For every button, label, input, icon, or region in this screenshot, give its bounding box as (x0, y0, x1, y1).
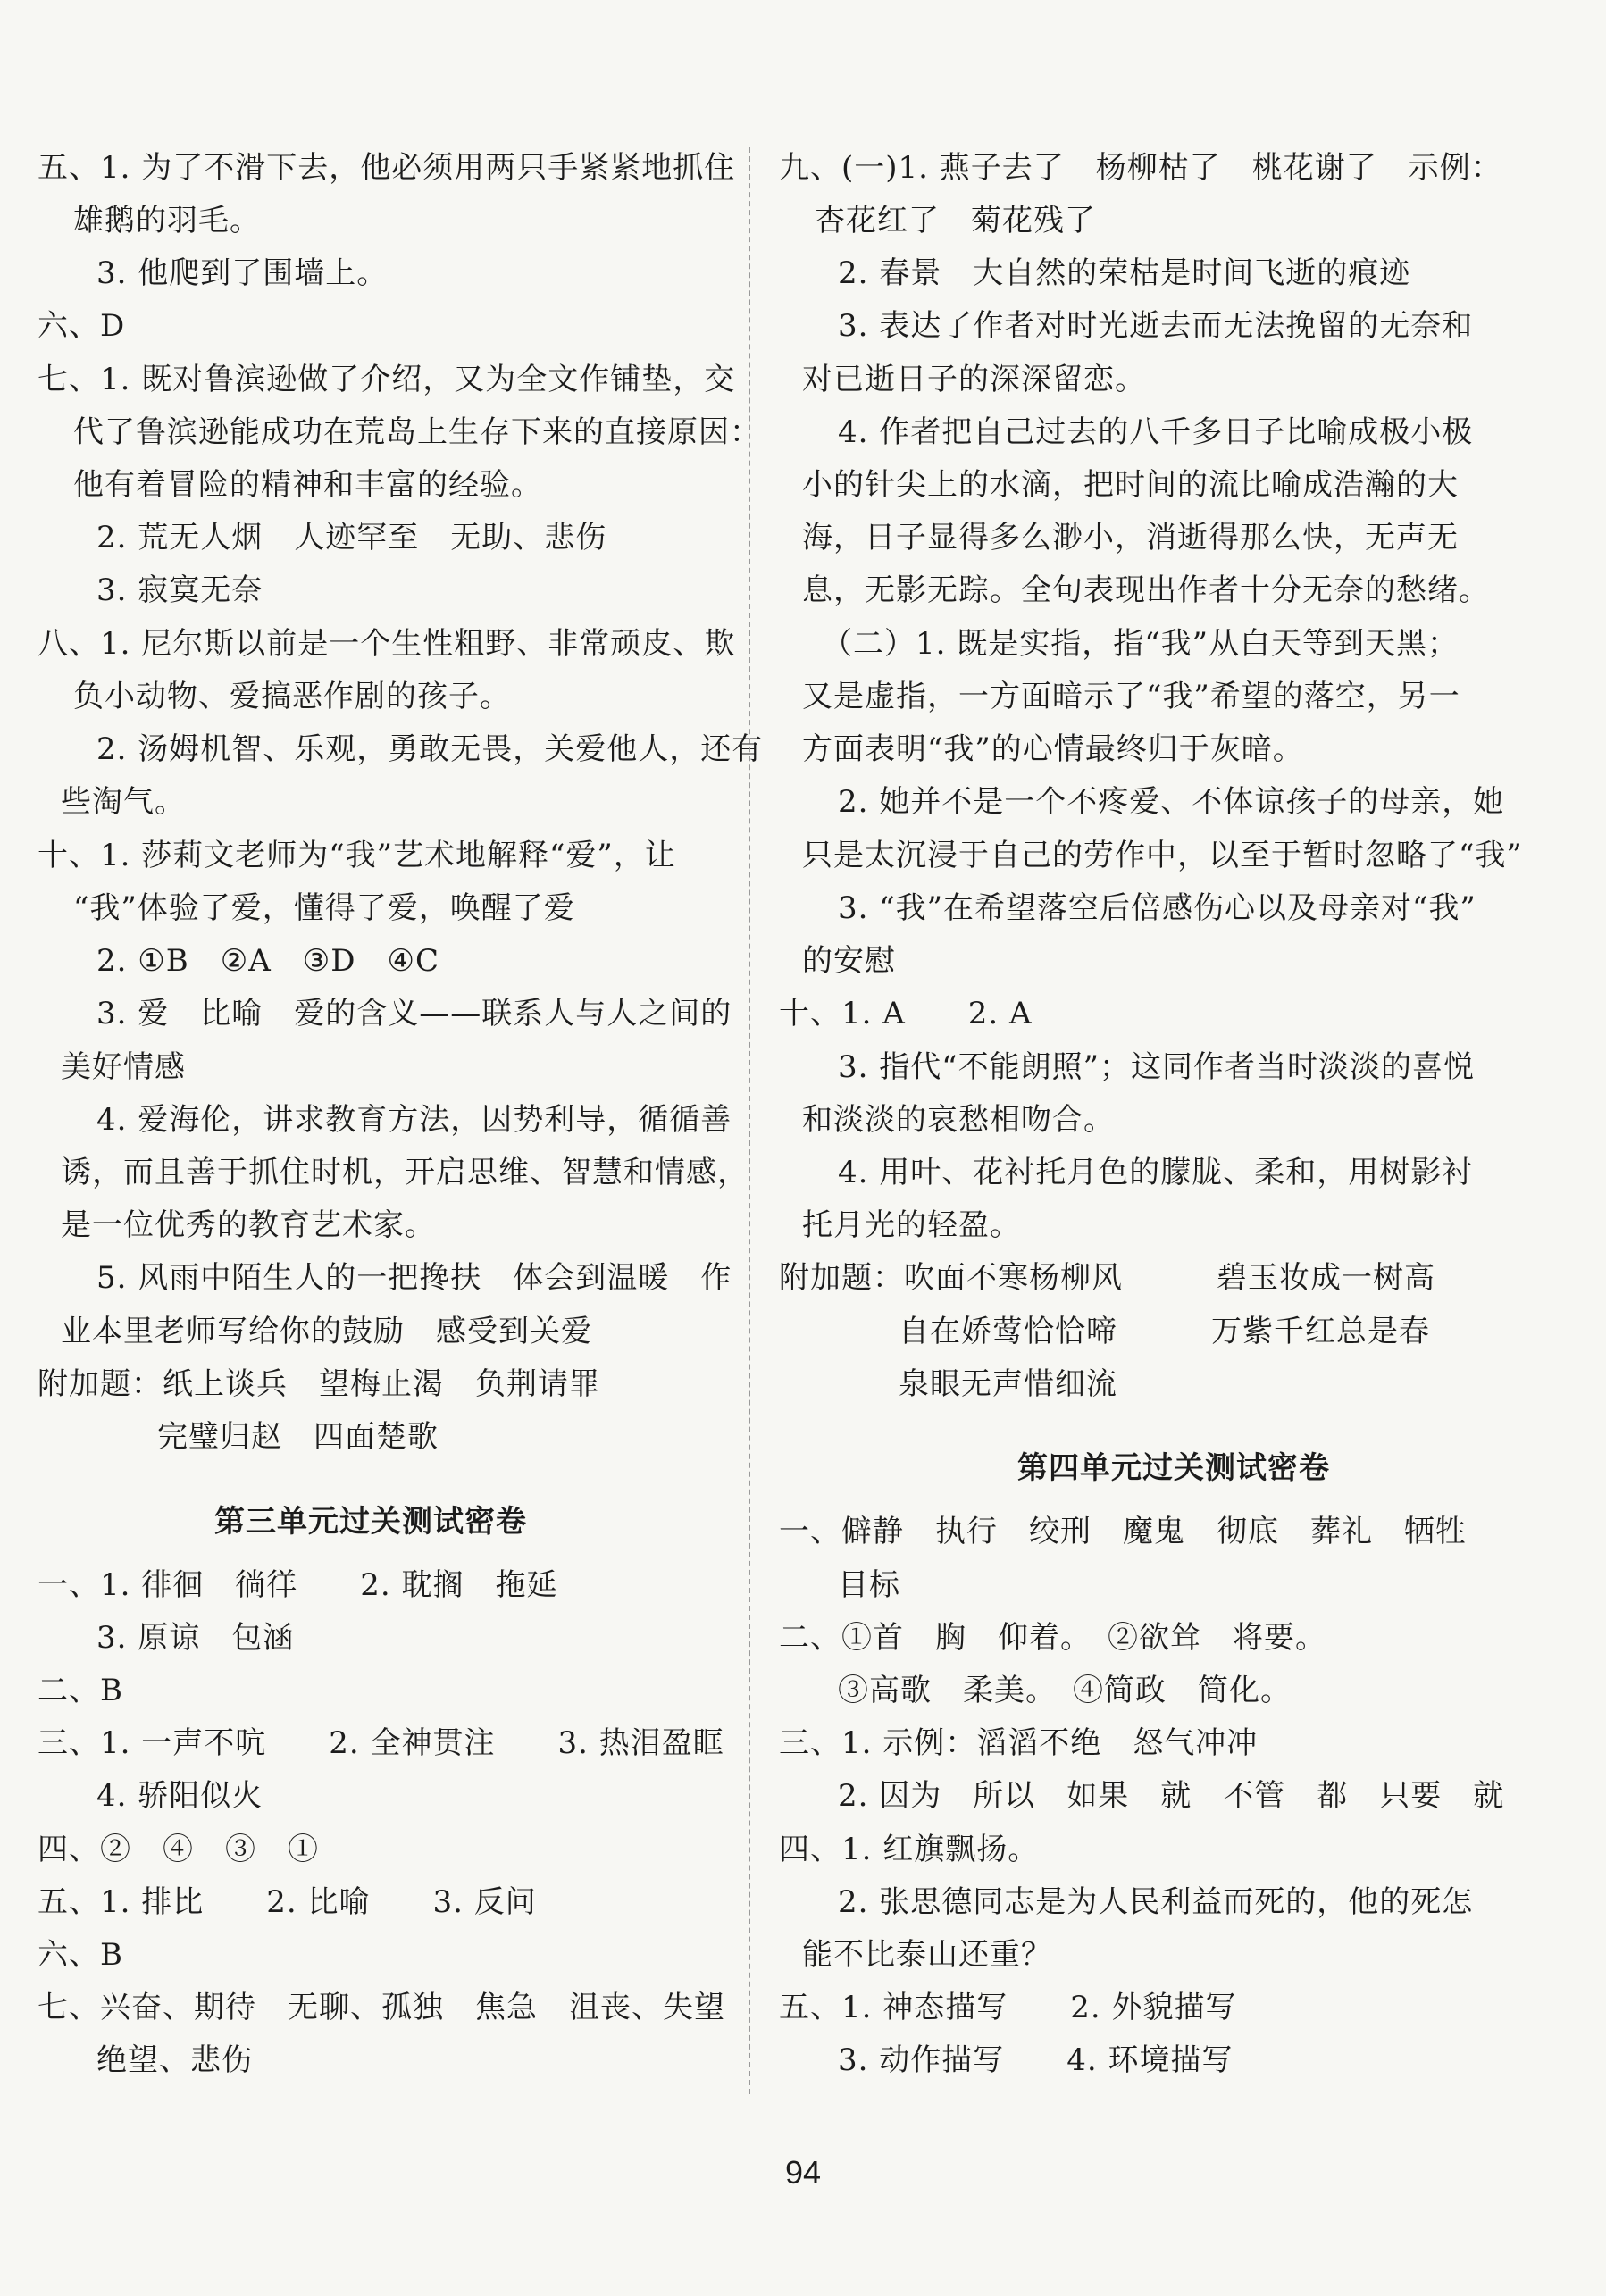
answer-line: 3. 动作描写 4. 环境描写 (838, 2042, 1234, 2078)
answer-line: 目标 (838, 1567, 900, 1603)
answer-line: 七、1. 既对鲁滨逊做了介绍，又为全文作铺垫，交 (38, 362, 736, 397)
answer-line: 2. ①B ②A ③D ④C (96, 943, 439, 979)
column-divider (749, 147, 750, 2094)
answer-line: 十、1. A 2. A (779, 996, 1033, 1031)
answer-line: （二）1. 既是实指，指“我”从白天等到天黑； (822, 626, 1460, 662)
answer-line: 5. 风雨中陌生人的一把搀扶 体会到温暖 作 (96, 1260, 732, 1296)
answer-line: 杏花红了 菊花残了 (815, 203, 1096, 238)
answer-line: 代了鲁滨逊能成功在荒岛上生存下来的直接原因： (73, 414, 761, 450)
answer-line: 2. 荒无人烟 人迹罕至 无助、悲伤 (96, 520, 607, 555)
answer-line: 附加题：吹面不寒杨柳风 碧玉妆成一树高 (779, 1260, 1435, 1296)
answer-line: 八、1. 尼尔斯以前是一个生性粗野、非常顽皮、欺 (38, 626, 736, 662)
answer-line: 2. 春景 大自然的荣枯是时间飞逝的痕迹 (838, 255, 1411, 291)
answer-line: 九、(一)1. 燕子去了 杨柳枯了 桃花谢了 示例： (779, 150, 1502, 186)
answer-line: 四、1. 红旗飘扬。 (779, 1832, 1040, 1867)
answer-line: 五、1. 为了不滑下去，他必须用两只手紧紧地抓住 (38, 150, 736, 186)
answer-line: 七、兴奋、期待 无聊、孤独 焦急 沮丧、失望 (38, 1990, 725, 2025)
answer-line: 诱，而且善于抓住时机，开启思维、智慧和情感， (61, 1155, 749, 1190)
answer-line: 小的针尖上的水滴，把时间的流比喻成浩瀚的大 (802, 467, 1459, 503)
answer-line: 二、①首 胸 仰着。 ②欲耸 将要。 (779, 1620, 1326, 1656)
answer-line: 美好情感 (61, 1049, 186, 1085)
answer-line: 3. 原谅 包涵 (96, 1620, 295, 1656)
answer-line: 2. 她并不是一个不疼爱、不体谅孩子的母亲，她 (838, 784, 1505, 820)
answer-line: 2. 因为 所以 如果 就 不管 都 只要 就 (838, 1778, 1505, 1814)
answer-line: 4. 骄阳似火 (96, 1778, 263, 1814)
answer-line: 又是虚指，一方面暗示了“我”希望的落空，另一 (802, 679, 1460, 714)
answer-line: 业本里老师写给你的鼓励 感受到关爱 (61, 1314, 592, 1349)
answer-line: 五、1. 神态描写 2. 外貌描写 (779, 1990, 1237, 2025)
answer-line: 2. 张思德同志是为人民利益而死的，他的死怎 (838, 1884, 1474, 1920)
answer-line: 4. 用叶、花衬托月色的朦胧、柔和，用树影衬 (838, 1155, 1474, 1190)
answer-line: 只是太沉浸于自己的劳作中，以至于暂时忽略了“我” (802, 838, 1523, 873)
answer-line: ③高歌 柔美。 ④简政 简化。 (838, 1673, 1292, 1708)
answer-line: 是一位优秀的教育艺术家。 (61, 1207, 436, 1243)
answer-line: 的安慰 (802, 943, 896, 979)
answer-line: 和淡淡的哀愁相吻合。 (802, 1102, 1115, 1138)
answer-line: 三、1. 示例：滔滔不绝 怒气冲冲 (779, 1725, 1259, 1761)
answer-line: “我”体验了爱，懂得了爱，唤醒了爱 (73, 890, 575, 926)
answer-line: 十、1. 莎莉文老师为“我”艺术地解释“爱”，让 (38, 838, 676, 873)
answer-line: 3. 爱 比喻 爱的含义——联系人与人之间的 (96, 996, 732, 1031)
answer-line: 对已逝日子的深深留恋。 (802, 362, 1146, 397)
answer-line: 六、B (38, 1937, 123, 1973)
answer-line: 方面表明“我”的心情最终归于灰暗。 (802, 731, 1304, 767)
answer-line: 自在娇莺恰恰啼 万紫千红总是春 (899, 1314, 1430, 1349)
answer-line: 息，无影无踪。全句表现出作者十分无奈的愁绪。 (802, 572, 1490, 608)
answer-line: 一、1. 徘徊 徜徉 2. 耽搁 拖延 (38, 1567, 558, 1603)
answer-line: 泉眼无声惜细流 (899, 1366, 1117, 1402)
answer-line: 三、1. 一声不吭 2. 全神贯注 3. 热泪盈眶 (38, 1725, 724, 1761)
section-title-unit-3: 第三单元过关测试密卷 (214, 1504, 527, 1540)
answer-line: 附加题：纸上谈兵 望梅止渴 负荆请罪 (38, 1366, 600, 1402)
answer-line: 些淘气。 (61, 784, 186, 820)
answer-line: 负小动物、爱搞恶作剧的孩子。 (73, 679, 511, 714)
answer-line: 绝望、悲伤 (96, 2042, 253, 2078)
answer-line: 3. 寂寞无奈 (96, 572, 263, 608)
answer-line: 4. 作者把自己过去的八千多日子比喻成极小极 (838, 414, 1474, 450)
answer-line: 2. 汤姆机智、乐观，勇敢无畏，关爱他人，还有 (96, 731, 764, 767)
answer-line: 四、② ④ ③ ① (38, 1832, 319, 1867)
page-number: 94 (784, 2154, 822, 2191)
answer-line: 他有着冒险的精神和丰富的经验。 (73, 467, 542, 503)
section-title-unit-4: 第四单元过关测试密卷 (1017, 1450, 1330, 1486)
answer-line: 托月光的轻盈。 (802, 1207, 1021, 1243)
answer-line: 海，日子显得多么渺小，消逝得那么快，无声无 (802, 520, 1459, 555)
answer-line: 3. “我”在希望落空后倍感伤心以及母亲对“我” (838, 890, 1476, 926)
answer-line: 一、僻静 执行 绞刑 魔鬼 彻底 葬礼 牺牲 (779, 1514, 1467, 1549)
answer-line: 雄鹅的羽毛。 (73, 203, 261, 238)
answer-line: 3. 他爬到了围墙上。 (96, 255, 389, 291)
answer-line: 能不比泰山还重？ (802, 1937, 1052, 1973)
answer-line: 4. 爱海伦，讲求教育方法，因势利导，循循善 (96, 1102, 732, 1138)
answer-line: 3. 指代“不能朗照”；这同作者当时淡淡的喜悦 (838, 1049, 1476, 1085)
answer-line: 3. 表达了作者对时光逝去而无法挽留的无奈和 (838, 308, 1474, 344)
answer-line: 五、1. 排比 2. 比喻 3. 反问 (38, 1884, 537, 1920)
answer-line: 二、B (38, 1673, 123, 1708)
answer-line: 六、D (38, 308, 126, 344)
answer-line: 完璧归赵 四面楚歌 (157, 1419, 439, 1455)
